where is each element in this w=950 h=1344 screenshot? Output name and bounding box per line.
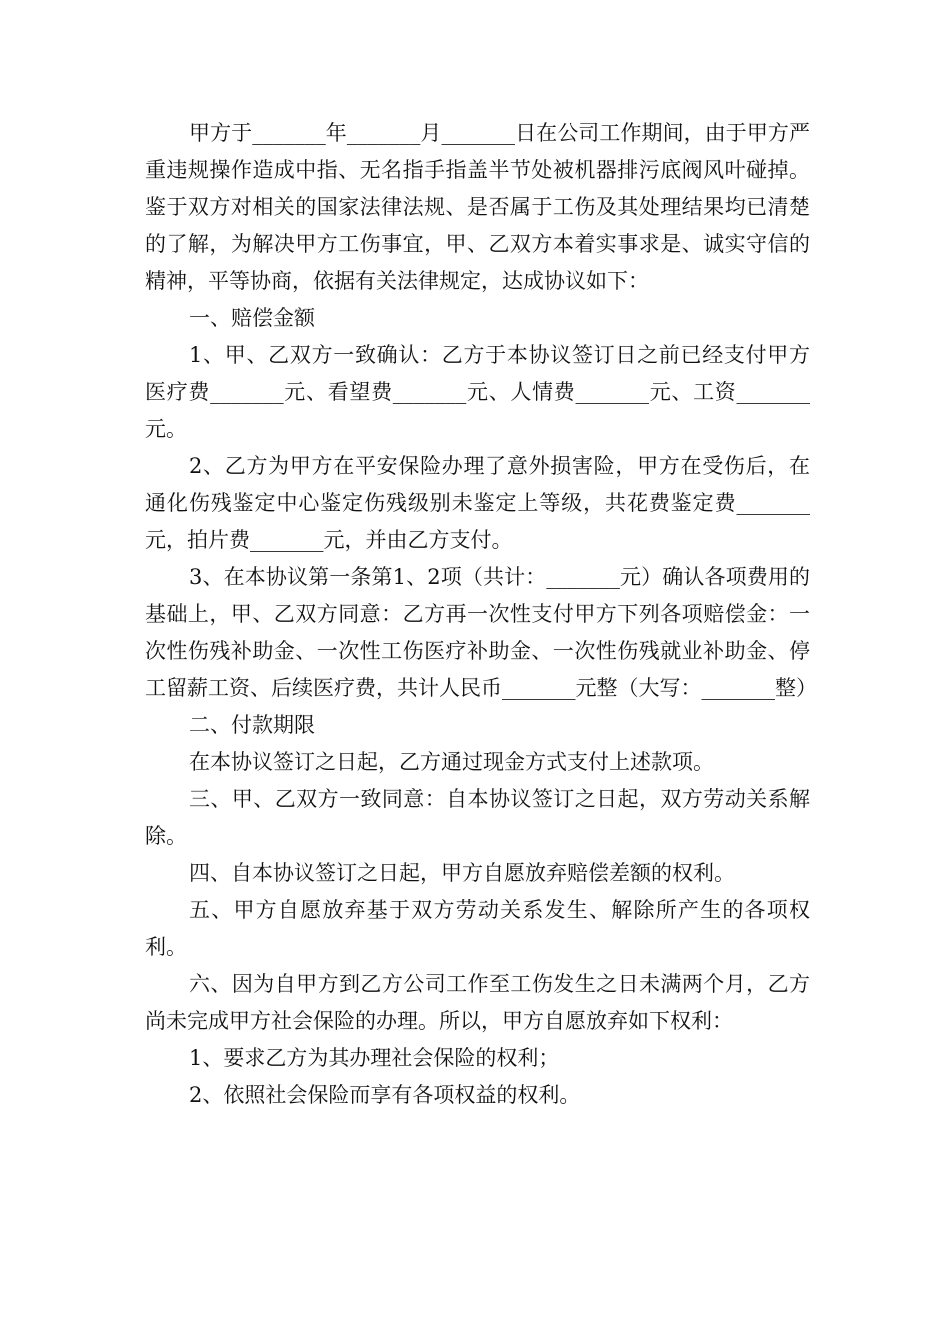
clause-five: 五、甲方自愿放弃基于双方劳动关系发生、解除所产生的各项权利。 [145, 898, 810, 959]
clause-three: 三、甲、乙双方一致同意：自本协议签订之日起，双方劳动关系解除。 [145, 787, 810, 848]
section-heading-compensation: 一、赔偿金额 [189, 306, 315, 330]
clause-six: 六、因为自甲方到乙方公司工作至工伤发生之日未满两个月，乙方尚未完成甲方社会保险的办理。所以，甲方自愿放弃如下权利： [145, 972, 810, 1033]
paragraph-intro: 甲方于_______年_______月_______日在公司工作期间，由于甲方严重违规操作造成中指、无名指手指盖半节处被机器排污底阀风叶碰掉。鉴于双方对相关的国家法律法规、是否属于工伤及其处理结果均已清楚的了解，为解决甲方工伤事宜，甲、乙双方本着实事求是、诚实守信的精神，平等协商，依据有关法律规定，达成协议如下： [145, 121, 810, 293]
paragraph-item-2: 2、乙方为甲方在平安保险办理了意外损害险，甲方在受伤后，在通化伤残鉴定中心鉴定伤残级别未鉴定上等级，共花费鉴定费_______元，拍片费_______元，并由乙方支付。 [145, 454, 810, 552]
clause-four: 四、自本协议签订之日起，甲方自愿放弃赔偿差额的权利。 [189, 861, 735, 885]
paragraph-item-3: 3、在本协议第一条第1、2项（共计：_______元）确认各项费用的基础上，甲、乙双方同意：乙方再一次性支付甲方下列各项赔偿金：一次性伤残补助金、一次性工伤医疗补助金、一次性伤残就业补助金、停工留薪工资、后续医疗费，共计人民币_______元整（大写：_______整） [145, 565, 817, 700]
clause-six-item-1: 1、要求乙方为其办理社会保险的权利； [189, 1046, 560, 1070]
section-heading-payment: 二、付款期限 [189, 713, 315, 737]
clause-six-item-2: 2、依照社会保险而享有各项权益的权利。 [189, 1083, 581, 1107]
paragraph-item-1: 1、甲、乙双方一致确认：乙方于本协议签订日之前已经支付甲方医疗费_______元、看望费_______元、人情费_______元、工资_______元。 [145, 343, 810, 441]
agreement-body [145, 115, 817, 1114]
paragraph-payment: 在本协议签订之日起，乙方通过现金方式支付上述款项。 [189, 750, 714, 774]
